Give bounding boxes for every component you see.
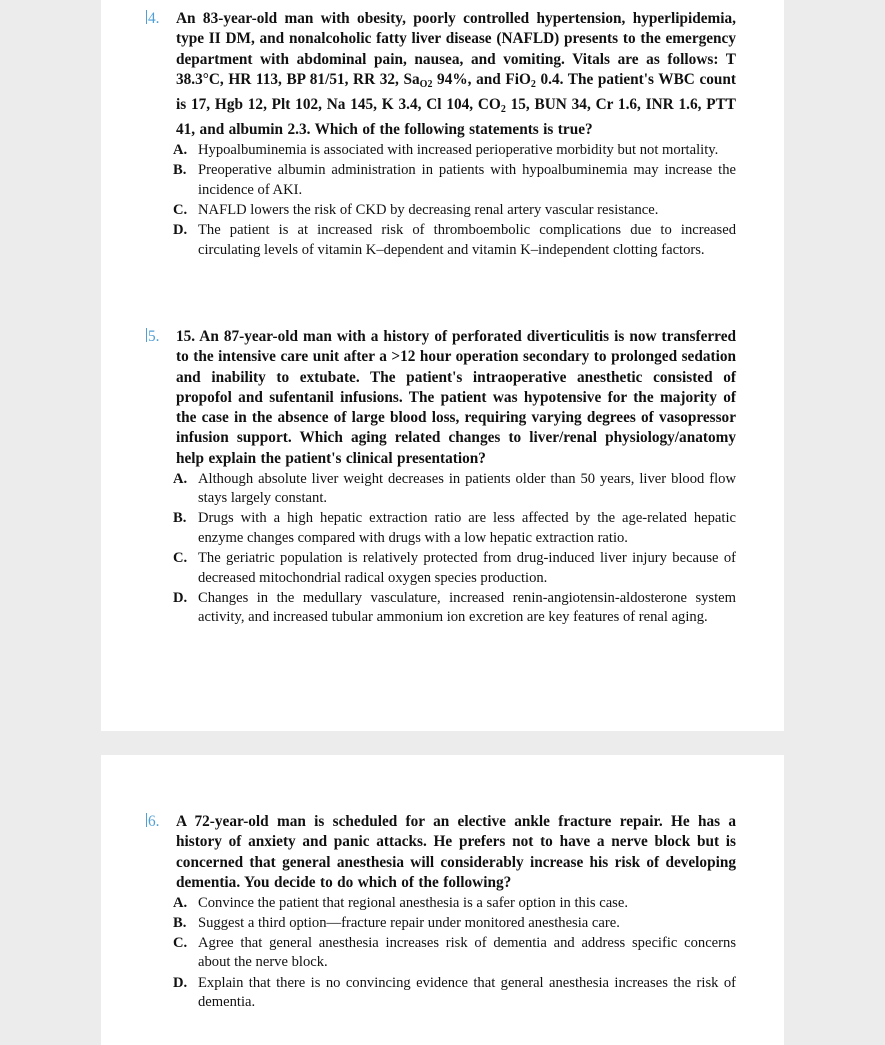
answer-option-b: B. Drugs with a high hepatic extraction ratio are less affected by the age-related hepatic enzyme changes compared with drugs with a low hepatic extraction ratio. bbox=[173, 510, 736, 546]
question-16 bbox=[146, 812, 736, 1013]
question-number: 4. bbox=[146, 9, 159, 29]
answer-option-d: D. The patient is at increased risk of thromboembolic complications due to increased circulating levels of vitamin K–dependent and vitamin K–independent clotting factors. bbox=[173, 222, 736, 258]
question-15 bbox=[146, 327, 736, 628]
question-number: 6. bbox=[146, 812, 159, 832]
answer-option-c: C. The geriatric population is relatively protected from drug-induced liver injury because of decreased mitochondrial radical oxygen species production. bbox=[173, 549, 736, 586]
question-14 bbox=[146, 9, 736, 260]
document-page-2 bbox=[101, 755, 784, 1045]
answer-option-c: C. NAFLD lowers the risk of CKD by decreasing renal artery vascular resistance. bbox=[173, 202, 659, 219]
document-page-1 bbox=[101, 0, 784, 731]
answer-option-b: B. Suggest a third option—fracture repair under monitored anesthesia care. bbox=[173, 914, 620, 931]
answer-option-a: A. Convince the patient that regional anesthesia is a safer option in this case. bbox=[173, 894, 628, 911]
answer-option-b: B. Preoperative albumin administration in patients with hypoalbuminemia may increase the incidence of AKI. bbox=[173, 162, 736, 198]
answer-option-d: D. Explain that there is no convincing evidence that general anesthesia increases the risk of dementia. bbox=[173, 974, 736, 1011]
answer-option-c: C. Agree that general anesthesia increases risk of dementia and address specific concerns about the nerve block. bbox=[173, 934, 736, 971]
answer-option-a: A. Hypoalbuminemia is associated with increased perioperative morbidity but not mortality. bbox=[173, 142, 719, 159]
answer-option-a: A. Although absolute liver weight decreases in patients older than 50 years, liver blood flow stays largely constant. bbox=[173, 470, 736, 507]
question-stem: 5. 15. An 87-year-old man with a history of perforated diverticulitis is now transferred to the intensive care unit after a >12 hour operation secondary to prolonged sedation and inability to extubate. The patient's intraoperative anesthetic consisted of propofol and sufentanil infusions. The patient was hypotensive for the majority of the case in the absence of large blood loss, requiring varying degrees of vasopressor infusion support. Which aging related changes to liver/renal physiology/anatomy help explain the patient's clinical presentation? bbox=[148, 328, 736, 467]
question-number: 5. bbox=[146, 327, 159, 347]
question-stem: 6. A 72-year-old man is scheduled for an elective ankle fracture repair. He has a history of anxiety and panic attacks. He prefers not to have a nerve block but is concerned that general anesthesia will considerably increase his risk of developing dementia. You decide to do which of the following? bbox=[148, 813, 736, 891]
question-stem: 4. An 83-year-old man with obesity, poorly controlled hypertension, hyperlipidemia, type II DM, and nonalcoholic fatty liver disease (NAFLD) presents to the emergency department with abdominal pain, nausea, and vomiting. Vitals are as follows: T 38.3°C, HR 113, BP 81/51, RR 32, $Sa_{O2}$ 94%, and FiO$_2$ 0.4. The patient's WBC count is 17, Hgb 12, Plt 102, Na 145, K 3.4, Cl 104, $CO_2$ 15, BUN 34, Cr 1.6, INR 1.6, PTT 41, and albumin 2.3. Which of the following statements is true? bbox=[148, 10, 736, 139]
answer-option-d: D. Changes in the medullary vasculature, increased renin-angiotensin-aldosterone system activity, and increased tubular ammonium ion excretion are key features of renal aging. bbox=[173, 589, 736, 626]
